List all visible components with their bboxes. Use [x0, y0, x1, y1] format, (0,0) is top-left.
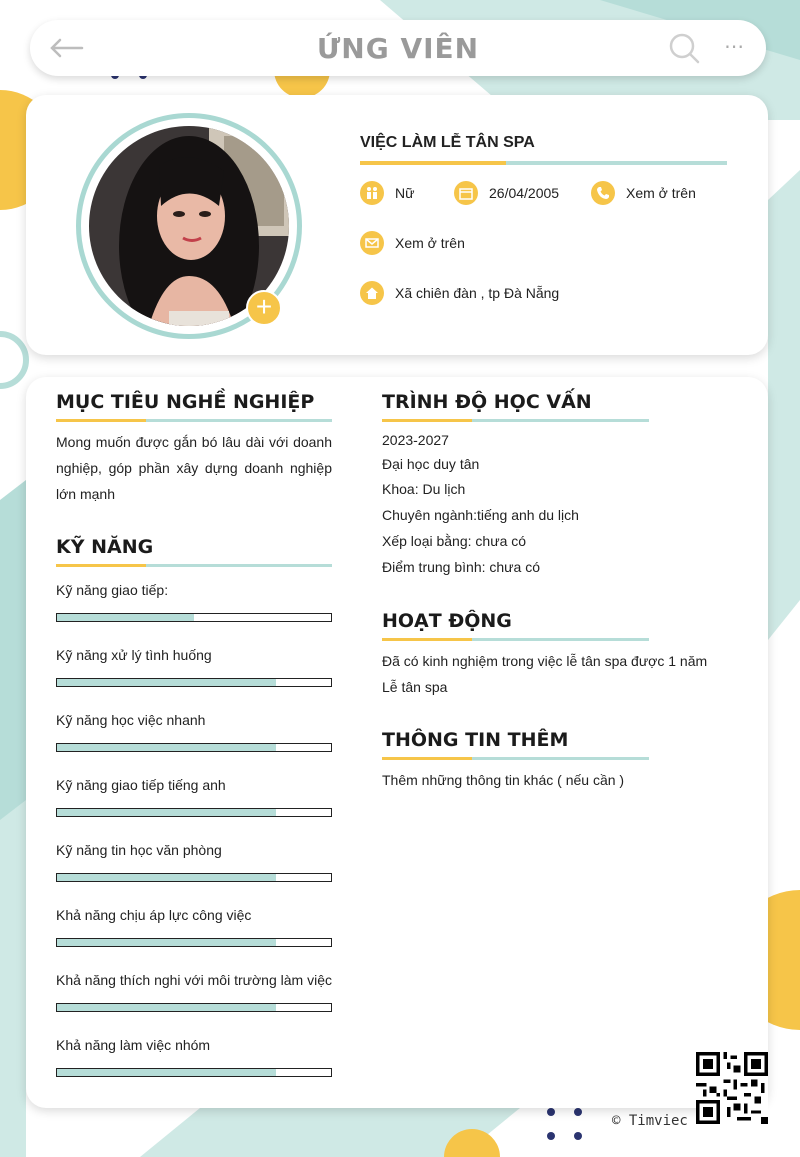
activities-title: HOẠT ĐỘNG: [382, 610, 512, 632]
education-line: Khoa: Du lịch: [382, 481, 466, 497]
education-line: Điểm trung bình: chưa có: [382, 559, 541, 575]
top-header-bar: [30, 20, 766, 76]
skill-label: Khả năng làm việc nhóm: [56, 1037, 211, 1053]
objective-text: Mong muốn được gắn bó lâu dài với doanh nghiệp, góp phần xây dựng doanh nghiệp lớn mạnh: [56, 434, 332, 502]
extra-info-text: Thêm những thông tin khác ( nếu cần ): [382, 772, 625, 788]
skill-level-bar: [56, 613, 332, 622]
address-row: [360, 281, 559, 305]
skills-title: KỸ NĂNG: [56, 536, 154, 558]
skill-label: Khả năng chịu áp lực công việc: [56, 907, 252, 923]
gender-icon: [360, 181, 384, 205]
skill-level-bar: [56, 743, 332, 752]
copyright-text: © Timviec: [612, 1113, 688, 1129]
skill-level-fill: [57, 744, 276, 751]
profile-card: [26, 95, 768, 355]
activities-details: [382, 648, 742, 700]
avatar-frame: [76, 113, 302, 339]
main-content-card: [26, 377, 768, 1108]
home-icon: [360, 281, 384, 305]
objective-underline: [56, 419, 332, 422]
skill-label: Kỹ năng tin học văn phòng: [56, 842, 222, 858]
add-photo-button[interactable]: +: [246, 290, 282, 326]
skill-level-bar: [56, 938, 332, 947]
skill-label: Kỹ năng giao tiếp tiếng anh: [56, 777, 226, 793]
phone-icon: [591, 181, 615, 205]
qr-code-image: [696, 1052, 768, 1124]
education-line: Chuyên ngành:tiếng anh du lịch: [382, 507, 579, 523]
job-title-underline: [360, 161, 727, 165]
extra-info-title: THÔNG TIN THÊM: [382, 729, 569, 751]
skill-label: Kỹ năng giao tiếp:: [56, 582, 169, 598]
skill-label: Kỹ năng học việc nhanh: [56, 712, 206, 728]
skill-level-bar: [56, 1003, 332, 1012]
skill-level-fill: [57, 1004, 276, 1011]
education-line: Đại học duy tân: [382, 456, 480, 472]
activity-line: Lễ tân spa: [382, 679, 448, 695]
activity-line: Đã có kinh nghiệm trong việc lễ tân spa được 1 năm: [382, 653, 708, 669]
calendar-icon: [454, 181, 478, 205]
email-row: [360, 231, 465, 255]
objective-title: MỤC TIÊU NGHỀ NGHIỆP: [56, 391, 315, 413]
more-options-icon[interactable]: ⋯: [724, 36, 744, 58]
education-line: Xếp loại bằng: chưa có: [382, 533, 527, 549]
skill-level-fill: [57, 874, 276, 881]
education-line: 2023-2027: [382, 432, 449, 448]
phone-value: Xem ở trên: [626, 185, 696, 201]
extra-info-underline: [382, 757, 649, 760]
birthdate-value: 26/04/2005: [489, 185, 560, 201]
skill-level-bar: [56, 678, 332, 687]
skill-level-bar: [56, 1068, 332, 1077]
gender-row: [360, 181, 414, 205]
gender-value: Nữ: [395, 185, 415, 201]
page-title: ỨNG VIÊN: [316, 32, 480, 65]
skill-level-bar: [56, 808, 332, 817]
education-title: TRÌNH ĐỘ HỌC VẤN: [382, 391, 592, 413]
skill-level-fill: [57, 939, 276, 946]
skill-label: Khả năng thích nghi với môi trường làm việc: [56, 972, 332, 988]
job-title: VIỆC LÀM LỄ TÂN SPA: [360, 134, 535, 151]
search-icon[interactable]: [668, 32, 700, 64]
email-icon: [360, 231, 384, 255]
birthdate-row: [454, 181, 559, 205]
education-underline: [382, 419, 649, 422]
email-value: Xem ở trên: [395, 235, 465, 251]
address-value: Xã chiên đàn , tp Đà Nẵng: [395, 285, 560, 301]
activities-underline: [382, 638, 649, 641]
phone-row: [591, 181, 696, 205]
skill-level-fill: [57, 809, 276, 816]
education-details: [382, 428, 742, 580]
skill-label: Kỹ năng xử lý tình huống: [56, 647, 212, 663]
skills-underline: [56, 564, 332, 567]
skill-level-fill: [57, 679, 276, 686]
skill-level-bar: [56, 873, 332, 882]
skill-level-fill: [57, 1069, 276, 1076]
skill-level-fill: [57, 614, 194, 621]
